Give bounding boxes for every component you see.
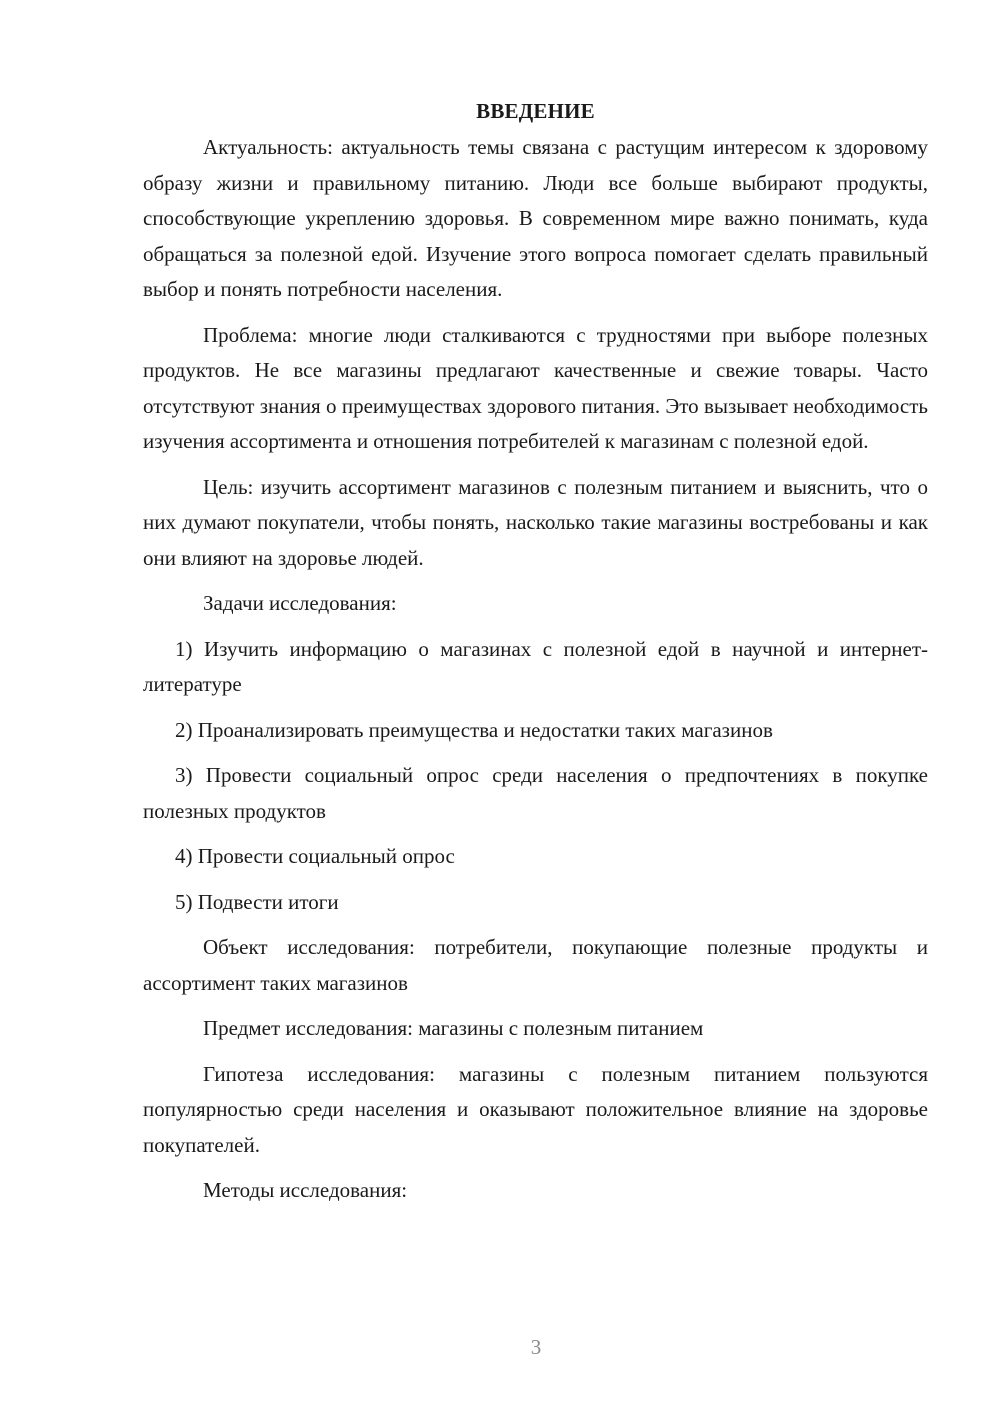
paragraph-problem: Проблема: многие люди сталкиваются с трудностями при выборе полезных продуктов. Не все магазины предлагают качественные и свежие товары. Часто отсутствуют знания о преимуществах здорового питания. Это вызывает необходимость изучения ассортимента и отношения потребителей к магазинам с полезной едой. (143, 322, 928, 453)
section-title: ВВЕДЕНИЕ (476, 99, 595, 123)
task-item-3: 3) Провести социальный опрос среди населения о предпочтениях в покупке полезных продуктов (143, 763, 928, 823)
paragraph-object: Объект исследования: потребители, покупающие полезные продукты и ассортимент таких магазинов (143, 935, 928, 995)
task-item-1: 1) Изучить информацию о магазинах с полезной едой в научной и интернет-литературе (143, 636, 928, 696)
methods-heading: Методы исследования: (203, 1178, 408, 1202)
task-item-4: 4) Провести социальный опрос (175, 844, 455, 868)
tasks-heading: Задачи исследования: (203, 591, 397, 615)
paragraph-relevance: Актуальность: актуальность темы связана с растущим интересом к здоровому образу жизни и правильному питанию. Люди все больше выбирают продукты, способствующие укреплению здоровья. В современном мире важно понимать, куда обращаться за полезной едой. Изучение этого вопроса помогает сделать правильный выбор и понять потребности населения. (143, 135, 928, 301)
paragraph-hypothesis: Гипотеза исследования: магазины с полезным питанием пользуются популярностью среди населения и оказывают положительное влияние на здоровье покупателей. (143, 1061, 928, 1157)
paragraph-goal: Цель: изучить ассортимент магазинов с полезным питанием и выяснить, что о них думают покупатели, чтобы понять, насколько такие магазины востребованы и как они влияют на здоровье людей. (143, 474, 928, 570)
page-number: 3 (530, 1335, 542, 1359)
task-item-2: 2) Проанализировать преимущества и недостатки таких магазинов (175, 717, 773, 742)
paragraph-subject: Предмет исследования: магазины с полезным питанием (203, 1016, 704, 1040)
task-item-5: 5) Подвести итоги (175, 889, 339, 914)
document-page (143, 96, 928, 1219)
